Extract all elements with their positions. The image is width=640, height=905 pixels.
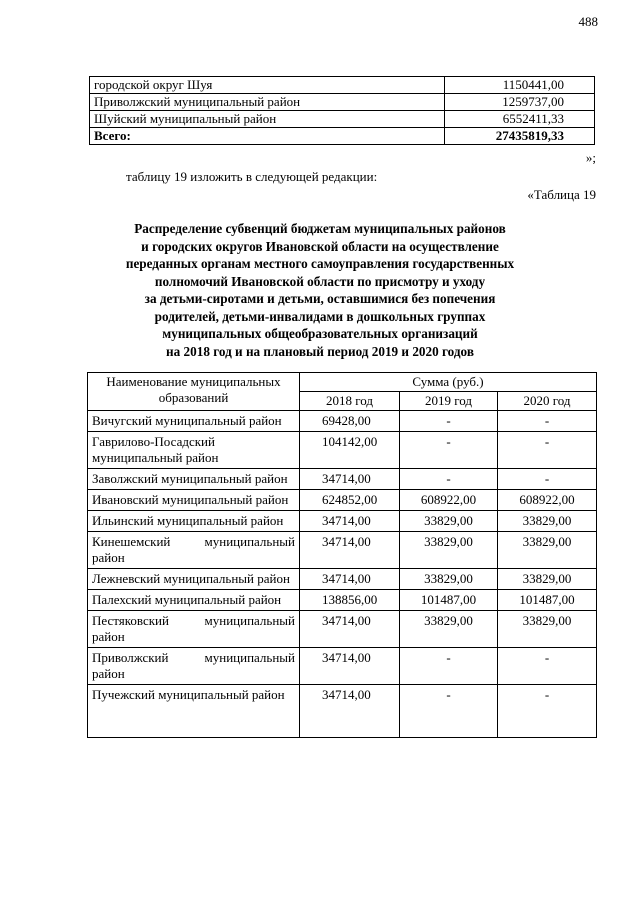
amount-2020: 33829,00 xyxy=(498,511,597,532)
amount-2018: 34714,00 xyxy=(300,469,400,490)
municipality-name: Ильинский муниципальный район xyxy=(88,511,300,532)
amount-2020: 101487,00 xyxy=(498,590,597,611)
table-row xyxy=(88,648,597,685)
amount-2018: 34714,00 xyxy=(300,569,400,590)
amount-value: 6552411,33 xyxy=(445,111,595,128)
amount-2018: 104142,00 xyxy=(300,432,400,469)
header-sum: Сумма (руб.) xyxy=(300,373,597,392)
title-line: переданных органам местного самоуправления государственных xyxy=(125,256,515,271)
document-title xyxy=(60,220,580,360)
closing-quote-mark: »; xyxy=(585,150,596,165)
top-table-total-row xyxy=(90,128,595,145)
table-row xyxy=(88,432,597,469)
amount-2020: - xyxy=(498,469,597,490)
amount-2018: 34714,00 xyxy=(300,611,400,648)
instruction-text: таблицу 19 изложить в следующей редакции: xyxy=(126,169,378,184)
distribution-table xyxy=(87,372,597,738)
amount-2020: 33829,00 xyxy=(498,611,597,648)
amount-2019: 33829,00 xyxy=(400,569,498,590)
amount-2018: 69428,00 xyxy=(300,411,400,432)
municipality-name: городской округ Шуя xyxy=(90,77,445,94)
municipality-name: Заволжский муниципальный район xyxy=(88,469,300,490)
table-label: «Таблица 19 xyxy=(527,187,596,202)
municipality-name: Пучежский муниципальный район xyxy=(88,685,300,738)
table-row xyxy=(88,469,597,490)
table-row xyxy=(88,590,597,611)
amount-2020: - xyxy=(498,432,597,469)
header-year-2018: 2018 год xyxy=(300,392,400,411)
municipality-name: Вичугский муниципальный район xyxy=(88,411,300,432)
amount-2020: 33829,00 xyxy=(498,532,597,569)
amount-2018: 34714,00 xyxy=(300,685,400,738)
amount-value: 1150441,00 xyxy=(445,77,595,94)
title-line: Распределение субвенций бюджетам муниципальных районов xyxy=(134,221,506,236)
amount-2018: 624852,00 xyxy=(300,490,400,511)
amount-2019: - xyxy=(400,469,498,490)
title-line: и городских округов Ивановской области на осуществление xyxy=(141,238,499,254)
top-summary-table xyxy=(89,76,595,145)
table-row xyxy=(88,685,597,738)
municipality-name: Приволжский муниципальный район xyxy=(90,94,445,111)
amount-2018: 34714,00 xyxy=(300,532,400,569)
amount-2019: 33829,00 xyxy=(400,611,498,648)
title-line: на 2018 год и на плановый период 2019 и 2020 годов xyxy=(166,343,474,359)
header-year-2020: 2020 год xyxy=(498,392,597,411)
table-row xyxy=(88,611,597,648)
header-municipality: Наименование муниципальных образований xyxy=(88,373,300,411)
table-row xyxy=(88,490,597,511)
top-table-row xyxy=(90,77,595,94)
table-row xyxy=(88,532,597,569)
municipality-name: Палехский муниципальный район xyxy=(88,590,300,611)
municipality-name: Шуйский муниципальный район xyxy=(90,111,445,128)
page-number: 488 xyxy=(578,14,598,29)
total-value: 27435819,33 xyxy=(445,128,595,145)
amount-2019: - xyxy=(400,432,498,469)
table-row xyxy=(88,411,597,432)
table-row xyxy=(88,569,597,590)
municipality-name: Приволжский муниципальный район xyxy=(88,648,300,685)
amount-2019: 33829,00 xyxy=(400,532,498,569)
title-line: за детьми-сиротами и детьми, оставшимися без попечения xyxy=(144,291,496,306)
amount-2020: 33829,00 xyxy=(498,569,597,590)
top-table-row xyxy=(90,111,595,128)
amount-2020: - xyxy=(498,411,597,432)
municipality-name: Лежневский муниципальный район xyxy=(88,569,300,590)
title-line: муниципальных общеобразовательных организаций xyxy=(162,326,478,341)
amount-2019: 33829,00 xyxy=(400,511,498,532)
amount-2019: - xyxy=(400,685,498,738)
table-row xyxy=(88,511,597,532)
amount-2018: 34714,00 xyxy=(300,511,400,532)
amount-2019: 101487,00 xyxy=(400,590,498,611)
municipality-name: Гаврилово-Посадский муниципальный район xyxy=(88,432,300,469)
municipality-name: Кинешемский муниципальный район xyxy=(88,532,300,569)
title-line: родителей, детьми-инвалидами в дошкольных группах xyxy=(154,308,486,324)
municipality-name: Ивановский муниципальный район xyxy=(88,490,300,511)
amount-2019: 608922,00 xyxy=(400,490,498,511)
amount-2019: - xyxy=(400,648,498,685)
title-line: полномочий Ивановской области по присмотру и уходу xyxy=(154,273,486,289)
total-label: Всего: xyxy=(90,128,445,145)
amount-2020: 608922,00 xyxy=(498,490,597,511)
amount-2018: 34714,00 xyxy=(300,648,400,685)
header-year-2019: 2019 год xyxy=(400,392,498,411)
municipality-name: Пестяковский муниципальный район xyxy=(88,611,300,648)
amount-2019: - xyxy=(400,411,498,432)
top-table-row xyxy=(90,94,595,111)
amount-2020: - xyxy=(498,648,597,685)
amount-value: 1259737,00 xyxy=(445,94,595,111)
amount-2020: - xyxy=(498,685,597,738)
amount-2018: 138856,00 xyxy=(300,590,400,611)
